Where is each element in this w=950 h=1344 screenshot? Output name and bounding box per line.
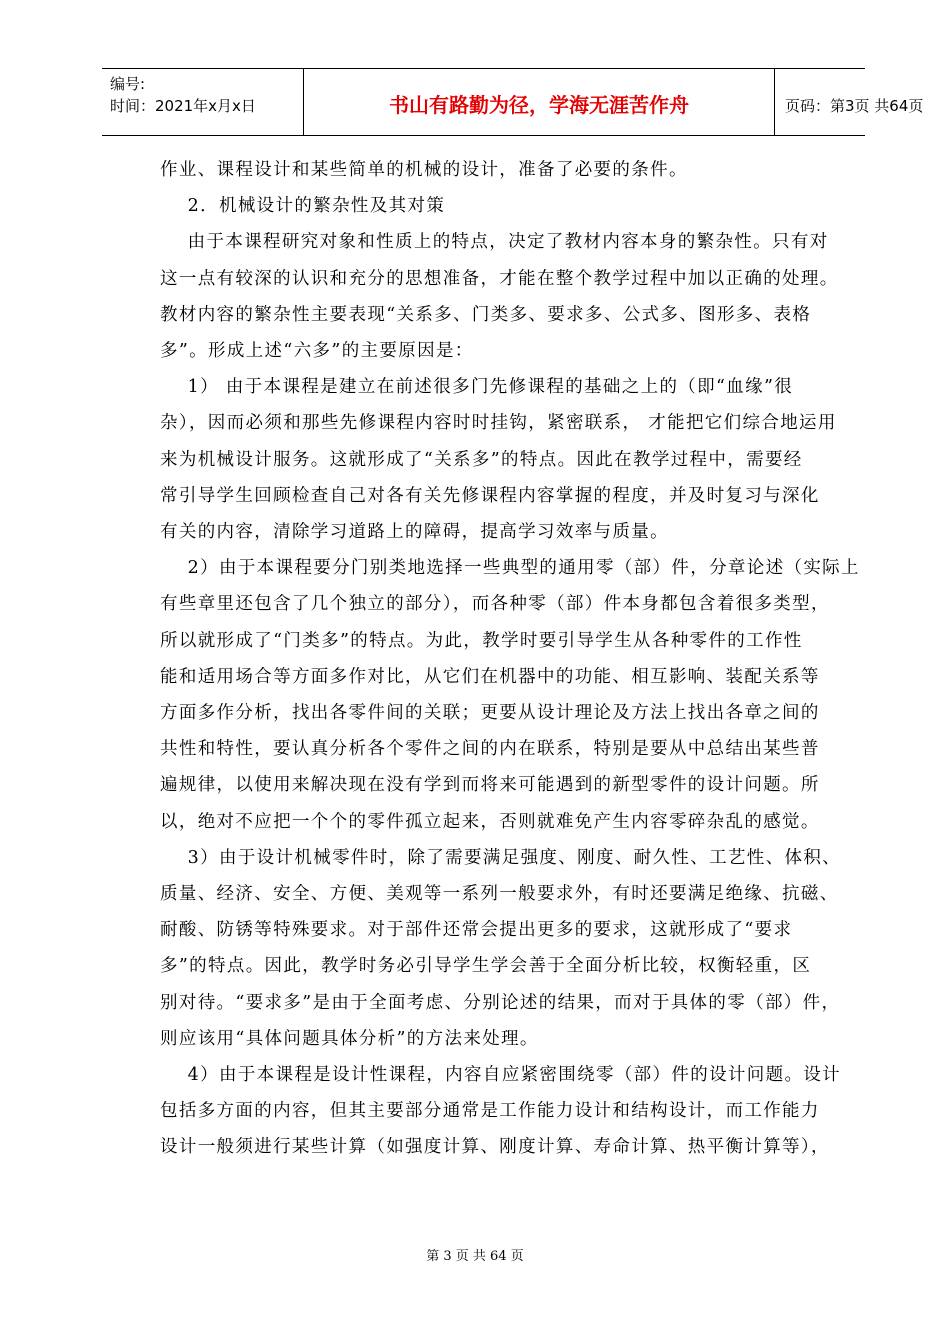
text-line: 能和适用场合等方面多作对比，从它们在机器中的功能、相互影响、装配关系等 [160,666,820,687]
text-line: 作业、课程设计和某些简单的机械的设计，准备了必要的条件。 [160,160,688,180]
number-label: 编号: [110,75,146,93]
document-header [102,68,924,136]
time-label: 时间：2021年x月x日 [110,97,256,115]
motto-text: 书山有路勤为径，学海无涯苦作舟 [389,93,689,117]
page-code: 页码：第3页 共64页 [785,97,924,115]
text-line: 1） 由于本课程是建立在前述很多门先修课程的基础之上的（即“血缘”很 [160,377,794,398]
text-line: 教材内容的繁杂性主要表现“关系多、门类多、要求多、公式多、图形多、表格 [160,304,812,325]
text-line: 别对待。“要求多”是由于全面考虑、分别论述的结果，而对于具体的零（部）件， [160,992,841,1013]
text-line: 常引导学生回顾检查自己对各有关先修课程内容掌握的程度，并及时复习与深化 [160,485,820,506]
text-line: 质量、经济、安全、方便、美观等一系列一般要求外，有时还要满足绝缘、抗磁、 [160,884,839,904]
header-info-cell [102,69,304,135]
text-line: 2．机械设计的繁杂性及其对策 [160,196,446,217]
text-line: 设计一般须进行某些计算（如强度计算、刚度计算、寿命计算、热平衡计算等）， [160,1137,830,1158]
text-line: 包括多方面的内容，但其主要部分通常是工作能力设计和结构设计，而工作能力 [160,1101,820,1122]
text-line: 共性和特性，要认真分析各个零件之间的内在联系，特别是要从中总结出某些普 [160,739,820,760]
text-line: 方面多作分析，找出各零件间的关联；更要从设计理论及方法上找出各章之间的 [160,703,820,723]
text-line: 这一点有较深的认识和充分的思想准备，才能在整个教学过程中加以正确的处理。 [160,268,839,289]
text-line: 则应该用“具体问题具体分析”的方法来处理。 [160,1028,539,1049]
text-line: 多”的特点。因此，教学时务必引导学生学会善于全面分析比较，权衡轻重，区 [160,956,812,977]
text-line: 4）由于本课程是设计性课程，内容自应紧密围绕零（部）件的设计问题。设计 [160,1065,842,1085]
text-line: 3）由于设计机械零件时，除了需要满足强度、刚度、耐久性、工艺性、体积、 [160,847,842,868]
text-line: 以，绝对不应把一个个的零件孤立起来，否则就难免产生内容零碎杂乱的感觉。 [160,811,820,832]
text-line: 有些章里还包含了几个独立的部分），而各种零（部）件本身都包含着很多类型， [160,594,830,615]
header-page-cell [775,69,924,135]
page-footer: 第 3 页 共 64 页 [426,1249,524,1264]
text-line: 由于本课程研究对象和性质上的特点，决定了教材内容本身的繁杂性。只有对 [160,232,829,253]
text-line: 耐酸、防锈等特殊要求。对于部件还常会提出更多的要求，这就形成了“要求 [160,920,793,941]
text-line: 来为机械设计服务。这就形成了“关系多”的特点。因此在教学过程中，需要经 [160,449,803,470]
text-line: 多”。形成上述“六多”的主要原因是： [160,341,474,361]
header-motto-cell [304,69,775,135]
text-line: 杂），因而必须和那些先修课程内容时时挂钩，紧密联系， 才能把它们综合地运用 [160,413,837,434]
text-line: 有关的内容，清除学习道路上的障碍，提高学习效率与质量。 [160,522,669,542]
text-line: 遍规律，以使用来解决现在没有学到而将来可能遇到的新型零件的设计问题。所 [160,775,820,796]
text-line: 2）由于本课程要分门别类地选择一些典型的通用零（部）件，分章论述（实际上 [160,558,860,579]
text-line: 所以就形成了“门类多”的特点。为此，教学时要引导学生从各种零件的工作性 [160,630,803,651]
